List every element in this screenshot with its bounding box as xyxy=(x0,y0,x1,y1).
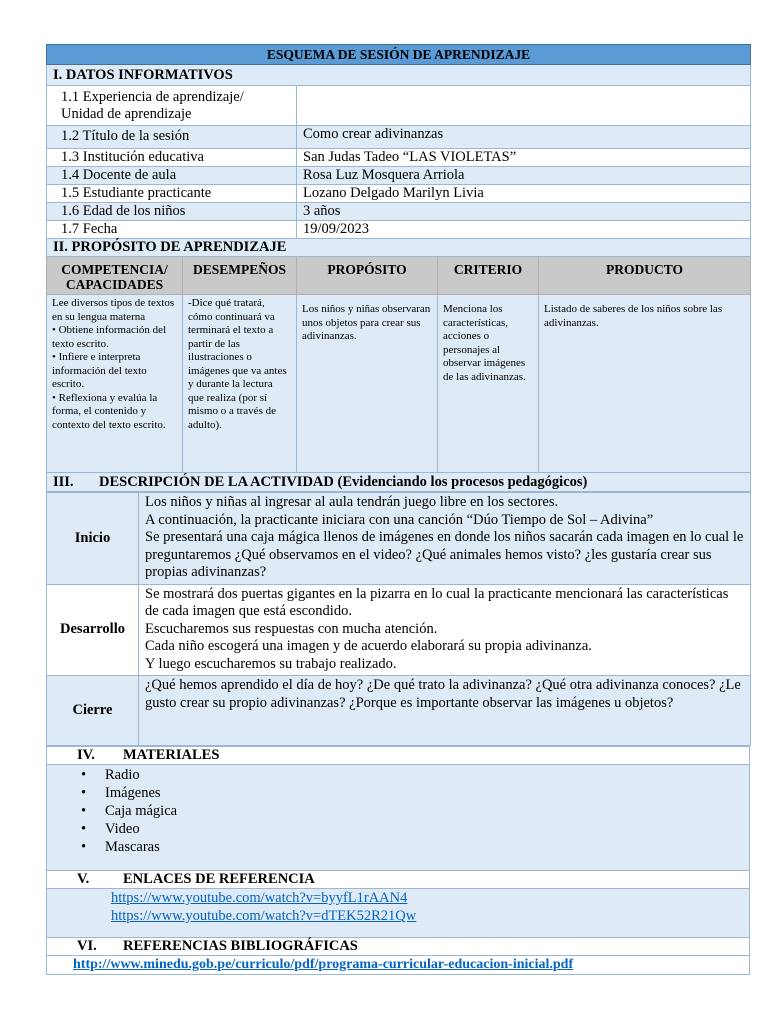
phase-cierre: Cierre xyxy=(47,676,139,746)
competencia-line: Lee diversos tipos de textos en su lengua materna xyxy=(52,297,175,323)
info-label-institucion: 1.3 Institución educativa xyxy=(47,149,297,167)
material-item: • Imágenes xyxy=(105,784,743,802)
info-value-edad: 3 años xyxy=(297,203,751,221)
activity-line: Se mostrará dos puertas gigantes en la pizarra en lo cual la practicante mencionará las características de cada imagen que está escondido. xyxy=(145,585,729,619)
phase-cierre-text xyxy=(139,676,751,746)
reference-link[interactable]: https://www.youtube.com/watch?v=dTEK52R21Qw xyxy=(111,908,417,924)
links-cell xyxy=(47,889,750,938)
activity-line: Cada niño escogerá una imagen y de acuerdo elaborará su propia adivinanza. xyxy=(145,638,592,654)
activity-line: A continuación, la practicante iniciara con una canción “Dúo Tiempo de Sol – Adivina” xyxy=(145,511,654,528)
section-referencias xyxy=(47,938,750,956)
section-materiales xyxy=(47,747,750,765)
info-value-titulo: Como crear adivinanzas xyxy=(297,126,751,149)
competencia-line: • Obtiene información del texto escrito. xyxy=(52,324,167,350)
section-materiales-num: IV. xyxy=(77,747,95,763)
info-value-experiencia xyxy=(297,86,751,126)
info-value-institucion: San Judas Tadeo “LAS VIOLETAS” xyxy=(297,149,751,167)
section-referencias-num: VI. xyxy=(77,938,97,954)
section-datos-informativos: I. DATOS INFORMATIVOS xyxy=(47,65,751,86)
info-label-docente: 1.4 Docente de aula xyxy=(47,167,297,185)
info-label-fecha: 1.7 Fecha xyxy=(47,221,297,239)
info-value-docente: Rosa Luz Mosquera Arriola xyxy=(297,167,751,185)
cell-proposito: Los niños y niñas observaran unos objetos para crear sus adivinanzas. xyxy=(297,295,438,473)
section-enlaces xyxy=(47,871,750,889)
material-item: • Video xyxy=(105,820,743,838)
activity-line: Y luego escucharemos su trabajo realizado. xyxy=(145,655,397,672)
section-descripcion xyxy=(47,473,751,492)
section-materiales-text: MATERIALES xyxy=(123,747,220,763)
info-label-experiencia: 1.1 Experiencia de aprendizaje/ Unidad de aprendizaje xyxy=(47,86,297,126)
cell-desempenos: -Dice qué tratará, cómo continuará va terminará el texto a partir de las ilustraciones o imágenes que va antes y durante la lectura que realiza (por sí mismo o a través de adulto). xyxy=(183,295,297,473)
activity-table xyxy=(46,492,751,746)
info-label-titulo: 1.2 Título de la sesión xyxy=(47,126,297,149)
materials-cell xyxy=(47,765,750,871)
activity-line: ¿Qué hemos aprendido el día de hoy? ¿De qué trato la adivinanza? ¿Qué otra adivinanza conoces? ¿Le gusto crear su propio adivinanzas? ¿Porque es importante observar las imágenes u objetos? xyxy=(145,677,741,711)
phase-desarrollo-text xyxy=(139,584,751,676)
phase-desarrollo: Desarrollo xyxy=(47,584,139,676)
cell-competencia xyxy=(47,295,183,473)
section-referencias-text: REFERENCIAS BIBLIOGRÁFICAS xyxy=(123,938,358,954)
section-enlaces-num: V. xyxy=(77,871,90,887)
cell-producto: Listado de saberes de los niños sobre las adivinanzas. xyxy=(539,295,751,473)
activity-line: Los niños y niñas al ingresar al aula tendrán juego libre en los sectores. xyxy=(145,494,559,510)
session-document xyxy=(46,44,750,975)
activity-line: Se presentará una caja mágica llenos de imágenes en donde los niños sacarán cada imagen en lo cual le preguntaremos ¿Qué observamos en el video? ¿Qué animales hemos visto? ¿les gustaría crear sus propias adivinanzas? xyxy=(145,529,744,580)
header-desempenos: DESEMPEÑOS xyxy=(183,257,297,295)
activity-line: Escucharemos sus respuestas con mucha atención. xyxy=(145,620,438,637)
section-enlaces-text: ENLACES DE REFERENCIA xyxy=(123,871,315,887)
header-competencia: COMPETENCIA/ CAPACIDADES xyxy=(47,257,183,295)
section-descripcion-text: DESCRIPCIÓN DE LA ACTIVIDAD (Evidenciando los procesos pedagógicos) xyxy=(99,474,588,490)
bibliography-cell xyxy=(47,956,750,975)
section-descripcion-num: III. xyxy=(53,474,74,490)
header-criterio: CRITERIO xyxy=(438,257,539,295)
bibliography-link[interactable]: http://www.minedu.gob.pe/curriculo/pdf/programa-curricular-educacion-inicial.pdf xyxy=(73,957,574,972)
header-producto: PRODUCTO xyxy=(539,257,751,295)
info-value-estudiante: Lozano Delgado Marilyn Livia xyxy=(297,185,751,203)
phase-inicio-text xyxy=(139,493,751,585)
section-proposito: II. PROPÓSITO DE APRENDIZAJE xyxy=(47,239,751,257)
material-item: • Radio xyxy=(105,766,743,784)
header-proposito: PROPÓSITO xyxy=(297,257,438,295)
info-value-fecha: 19/09/2023 xyxy=(297,221,751,239)
info-label-estudiante: 1.5 Estudiante practicante xyxy=(47,185,297,203)
document-title: ESQUEMA DE SESIÓN DE APRENDIZAJE xyxy=(47,45,751,65)
material-item: • Caja mágica xyxy=(105,802,743,820)
materials-table xyxy=(46,746,750,975)
info-label-edad: 1.6 Edad de los niños xyxy=(47,203,297,221)
competencia-line: • Infiere e interpreta información del texto escrito. xyxy=(52,351,147,390)
materials-list xyxy=(53,766,743,856)
session-table xyxy=(46,44,751,492)
material-item: • Mascaras xyxy=(105,838,743,856)
phase-inicio: Inicio xyxy=(47,493,139,585)
cell-criterio: Menciona los características, acciones o personajes al observar imágenes de las adivinanzas. xyxy=(438,295,539,473)
competencia-line: • Reflexiona y evalúa la forma, el contenido y contexto del texto escrito. xyxy=(52,391,166,431)
reference-link[interactable]: https://www.youtube.com/watch?v=byyfL1rAAN4 xyxy=(111,890,408,906)
